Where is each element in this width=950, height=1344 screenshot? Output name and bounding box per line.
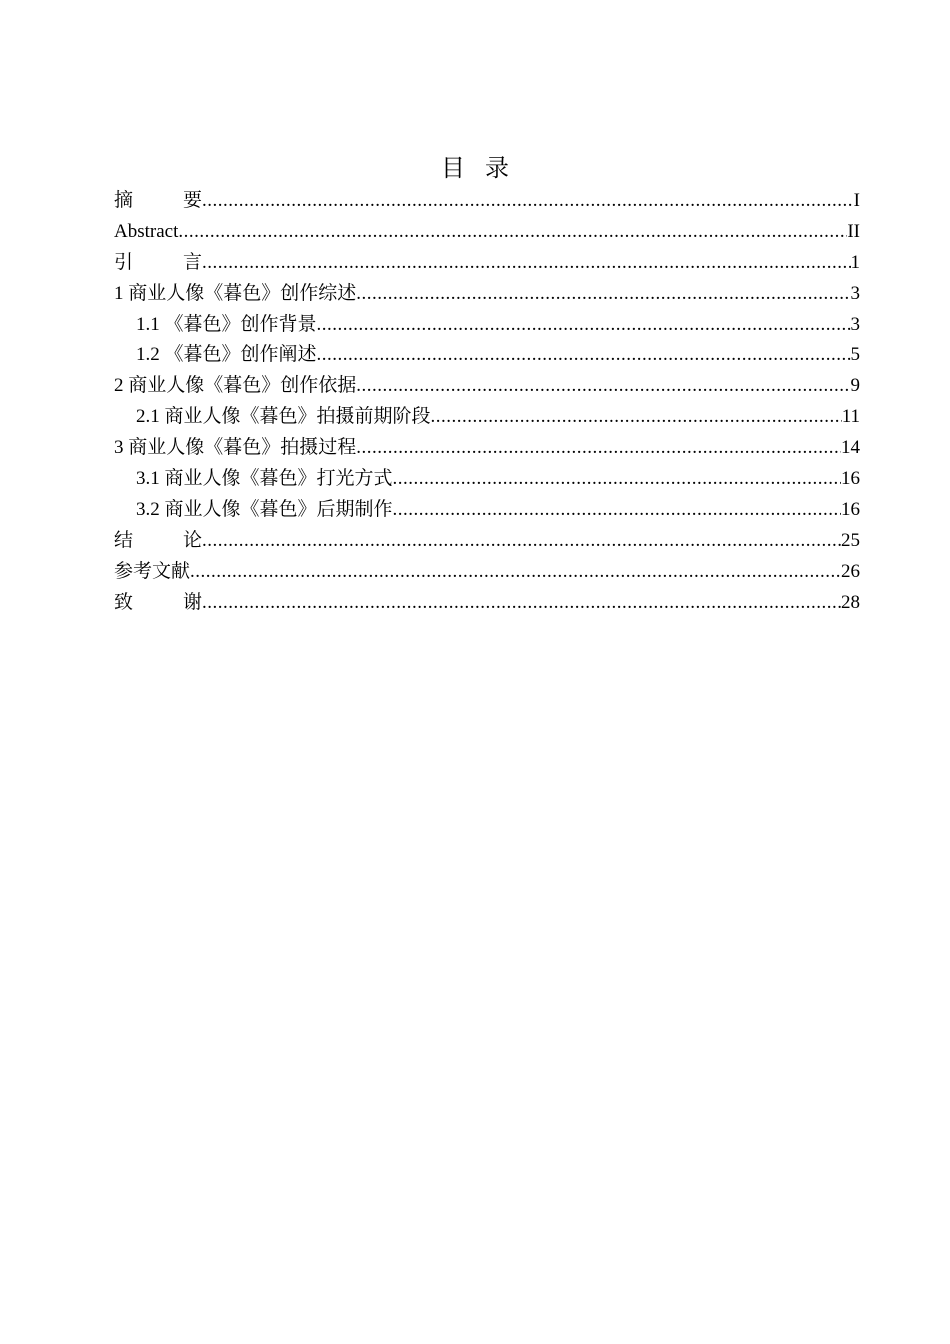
table-of-contents <box>114 186 860 618</box>
page-title <box>0 153 950 185</box>
toc-leader-dots <box>356 279 850 310</box>
toc-entry-title: 3.2 商业人像《暮色》后期制作 <box>136 498 393 520</box>
toc-page-number: 11 <box>841 406 860 428</box>
toc-entry-title <box>114 186 202 217</box>
toc-leader-dots <box>202 186 854 217</box>
toc-entry[interactable] <box>114 279 860 310</box>
toc-page-number: 9 <box>850 375 860 397</box>
toc-leader-dots <box>190 557 841 588</box>
toc-entry-title-char: 言 <box>182 251 202 273</box>
toc-entry[interactable] <box>114 402 860 433</box>
toc-entry-title: 3.1 商业人像《暮色》打光方式 <box>136 468 393 490</box>
toc-entry[interactable] <box>114 495 860 526</box>
toc-page-number: 16 <box>841 498 860 520</box>
toc-page-number: 1 <box>850 251 860 273</box>
toc-leader-dots <box>317 310 851 341</box>
toc-page-number: 14 <box>841 437 860 459</box>
toc-page-number: 25 <box>841 529 860 551</box>
toc-page-number: 5 <box>850 344 860 366</box>
toc-entry-title-char: 致 <box>114 591 134 613</box>
toc-entry-title: 2.1 商业人像《暮色》拍摄前期阶段 <box>136 406 431 428</box>
toc-leader-dots <box>317 340 851 371</box>
toc-leader-dots <box>393 495 841 526</box>
toc-page-number: 26 <box>841 560 860 582</box>
toc-entry-title: 1 商业人像《暮色》创作综述 <box>114 282 357 304</box>
title-char: 目 <box>441 156 465 182</box>
toc-entry-title <box>114 248 202 279</box>
toc-page-number: 16 <box>841 468 860 490</box>
toc-entry[interactable] <box>114 433 860 464</box>
toc-entry-title-char: 引 <box>114 251 134 273</box>
toc-entry[interactable] <box>114 557 860 588</box>
toc-entry-title: 1.1 《暮色》创作背景 <box>136 313 317 335</box>
toc-entry-title-char: 结 <box>114 529 134 551</box>
toc-entry[interactable] <box>114 371 860 402</box>
toc-entry-title-char: 摘 <box>114 190 134 211</box>
toc-entry-title-char: 谢 <box>182 591 202 613</box>
toc-page-number: I <box>853 190 860 211</box>
toc-entry[interactable] <box>114 310 860 341</box>
toc-entry[interactable] <box>114 526 860 557</box>
toc-page-number: II <box>847 220 860 242</box>
toc-leader-dots <box>202 526 841 557</box>
toc-entry-title: 1.2 《暮色》创作阐述 <box>136 344 317 366</box>
toc-leader-dots <box>393 464 841 495</box>
toc-entry[interactable] <box>114 340 860 371</box>
toc-entry-title: 3 商业人像《暮色》拍摄过程 <box>114 437 357 459</box>
title-char: 录 <box>485 156 509 182</box>
toc-leader-dots <box>431 402 842 433</box>
toc-leader-dots <box>356 433 841 464</box>
toc-leader-dots <box>178 217 847 248</box>
toc-entry[interactable] <box>114 588 860 619</box>
toc-entry[interactable] <box>114 248 860 279</box>
toc-entry-title: 参考文献 <box>114 560 191 582</box>
toc-entry-title-char: 要 <box>182 190 202 211</box>
toc-leader-dots <box>202 248 851 279</box>
toc-leader-dots <box>202 588 841 619</box>
toc-entry-title: 2 商业人像《暮色》创作依据 <box>114 375 357 397</box>
toc-entry-title: Abstract <box>114 220 179 242</box>
toc-entry[interactable] <box>114 186 860 217</box>
toc-entry[interactable] <box>114 464 860 495</box>
toc-page-number: 3 <box>850 313 860 335</box>
toc-page-number: 28 <box>841 591 860 613</box>
toc-entry-title-char: 论 <box>182 529 202 551</box>
toc-entry-title <box>114 588 202 619</box>
toc-page-number: 3 <box>850 282 860 304</box>
toc-entry[interactable] <box>114 217 860 248</box>
toc-leader-dots <box>356 371 850 402</box>
toc-entry-title <box>114 526 202 557</box>
